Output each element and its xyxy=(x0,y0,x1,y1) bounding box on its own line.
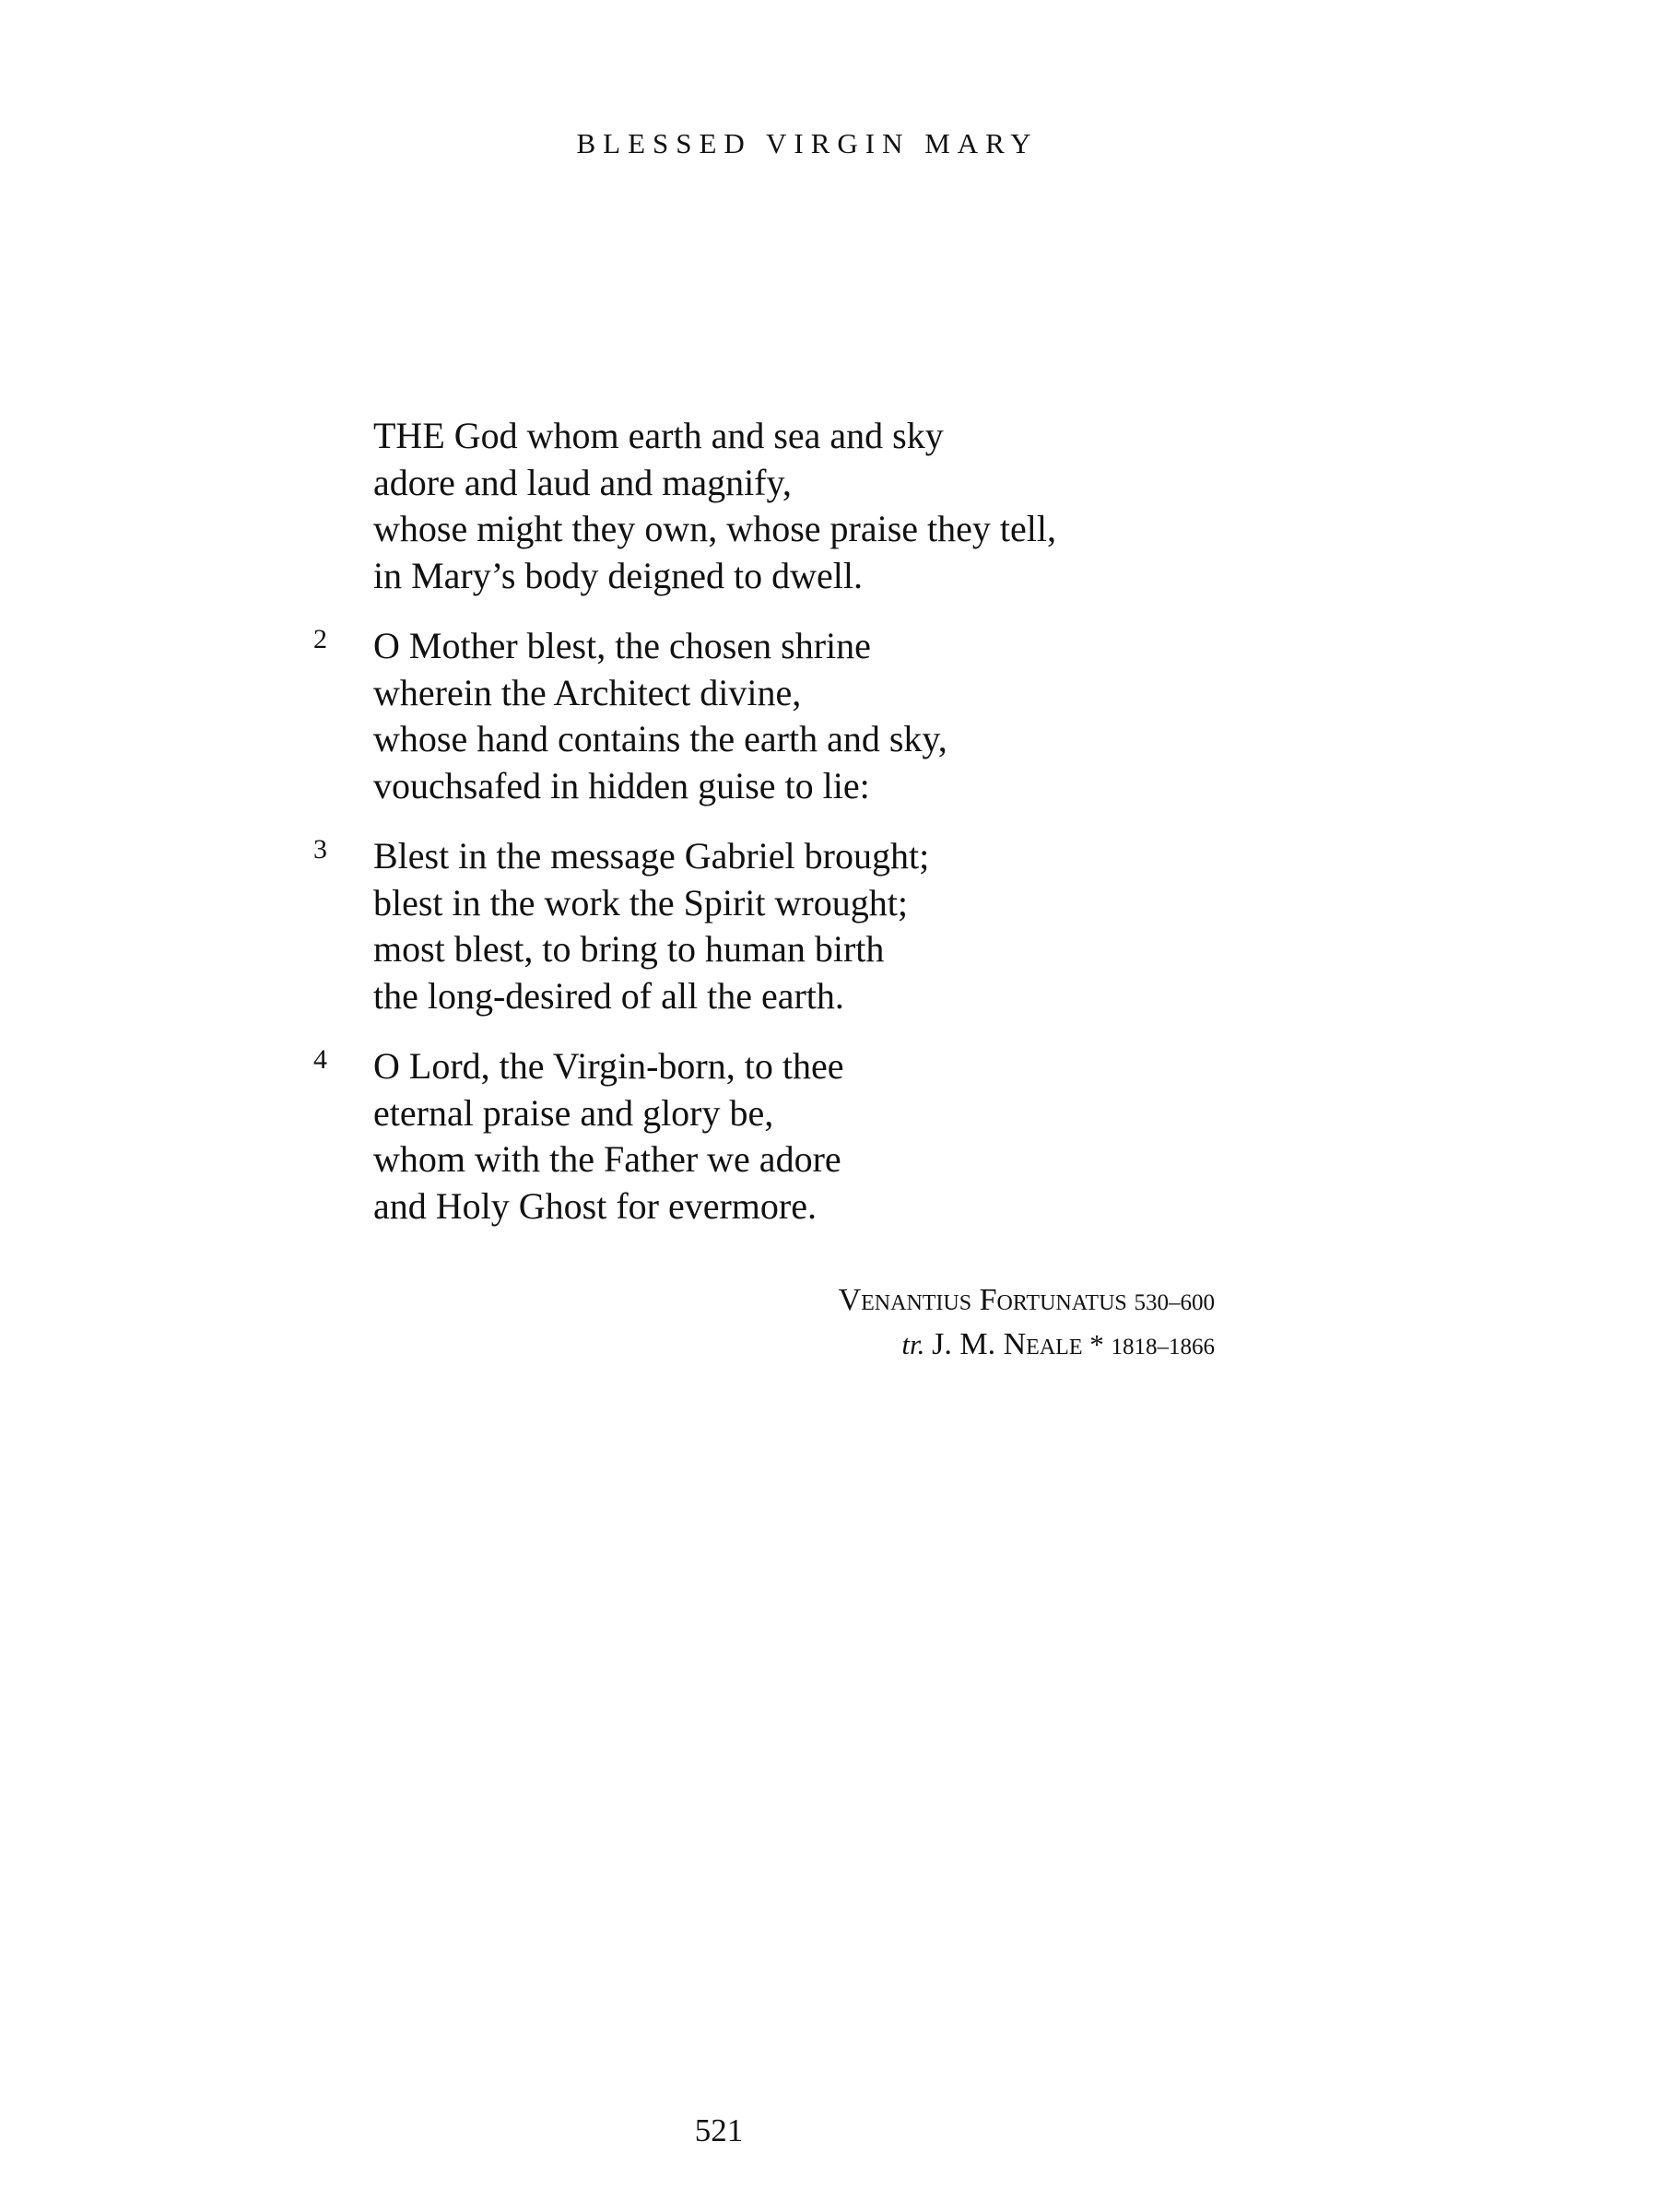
translator-prefix: tr. xyxy=(901,1328,925,1360)
verse-number: 4 xyxy=(313,1044,327,1075)
page-number: 521 xyxy=(694,2112,744,2148)
verse-line: and Holy Ghost for evermore. xyxy=(373,1184,817,1227)
verse-line: whom with the Father we adore xyxy=(373,1138,841,1180)
verse-line: Blest in the message Gabriel brought; xyxy=(373,835,930,877)
verse-line: eternal praise and glory be, xyxy=(373,1091,774,1134)
attribution xyxy=(839,1279,1215,1368)
verse-number: 2 xyxy=(313,624,327,654)
author-dates: 530–600 xyxy=(1134,1290,1215,1315)
translator-name: J. M. Neale xyxy=(932,1327,1083,1361)
stanza-4 xyxy=(313,1043,1235,1230)
verse-line: vouchsafed in hidden guise to lie: xyxy=(373,764,870,806)
stanza-2 xyxy=(313,623,1235,809)
verse-line: the long-desired of all the earth. xyxy=(373,974,844,1017)
verse-line: THE God whom earth and sea and sky xyxy=(373,415,944,456)
verse-line: blest in the work the Spirit wrought; xyxy=(373,881,908,924)
verse-line: whose hand contains the earth and sky, xyxy=(373,718,947,759)
verse-line: O Lord, the Virgin-born, to thee xyxy=(373,1045,844,1087)
stanza-3 xyxy=(313,833,1235,1019)
verse-line: most blest, to bring to human birth xyxy=(373,928,885,970)
translator-dates: 1818–1866 xyxy=(1111,1335,1215,1359)
hymn-text xyxy=(313,413,1235,1253)
verse-line: whose might they own, whose praise they tell, xyxy=(373,508,1056,549)
verse-line: in Mary’s body deigned to dwell. xyxy=(373,554,864,596)
translator-mark: * xyxy=(1089,1328,1104,1360)
stanza-1 xyxy=(313,413,1235,599)
author-line xyxy=(839,1279,1215,1324)
verse-number: 3 xyxy=(313,834,327,865)
verse-line: adore and laud and magnify, xyxy=(373,461,792,503)
verse-line: O Mother blest, the chosen shrine xyxy=(373,625,871,666)
verse-line: wherein the Architect divine, xyxy=(373,671,802,713)
translator-line xyxy=(839,1324,1215,1368)
running-head: BLESSED VIRGIN MARY xyxy=(576,127,1039,159)
author-name: Venantius Fortunatus xyxy=(838,1283,1127,1317)
